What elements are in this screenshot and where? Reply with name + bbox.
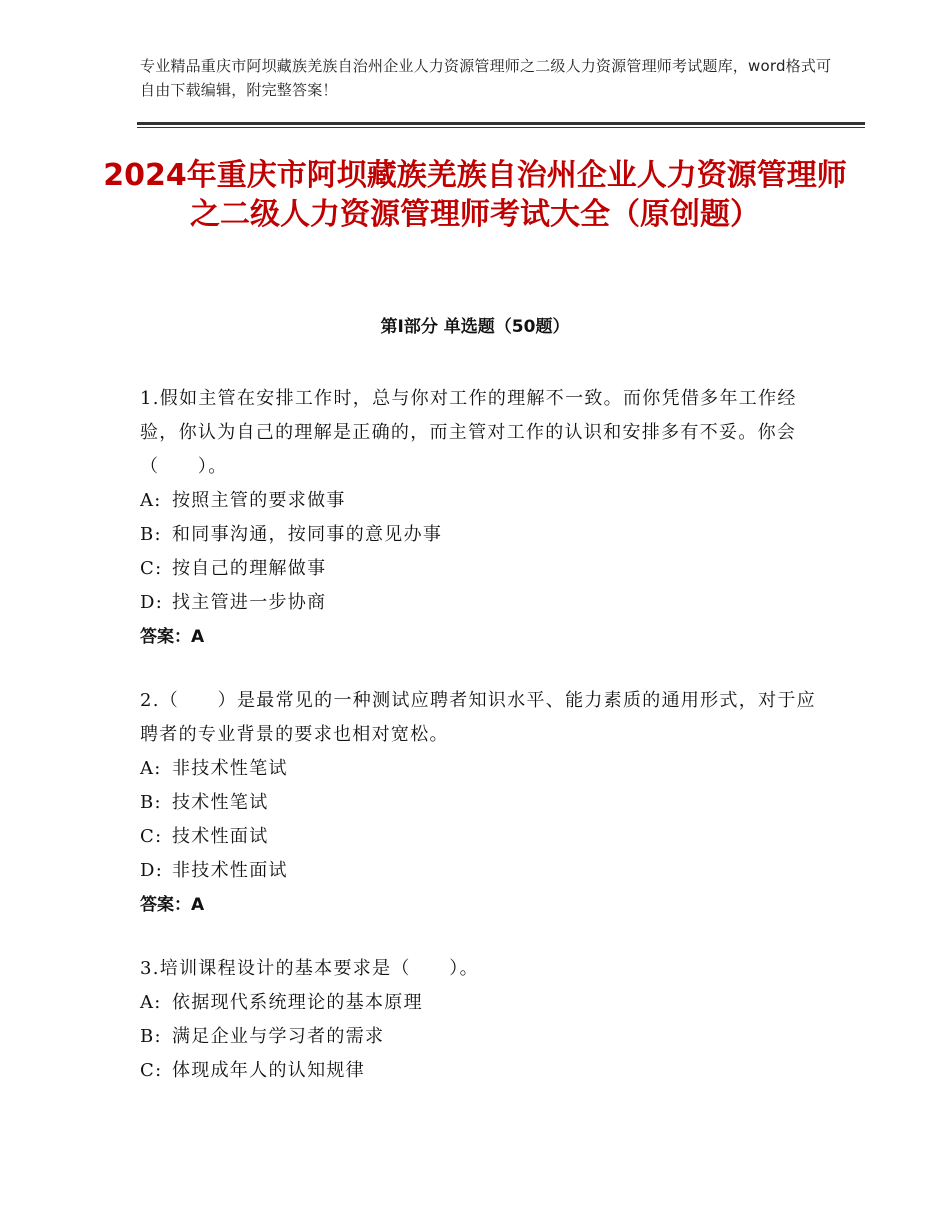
option-text: 技术性笔试 bbox=[172, 792, 269, 813]
option-text: 按自己的理解做事 bbox=[172, 558, 327, 579]
question-option bbox=[140, 518, 820, 552]
option-text: 和同事沟通，按同事的意见办事 bbox=[172, 524, 443, 545]
option-text: 非技术性面试 bbox=[172, 860, 288, 881]
option-letter: D: bbox=[140, 592, 164, 613]
header-rule-thick bbox=[137, 122, 865, 125]
question-option bbox=[140, 820, 820, 854]
option-text: 依据现代系统理论的基本原理 bbox=[172, 992, 423, 1013]
option-letter: A: bbox=[140, 992, 162, 1013]
document-title: 2024年重庆市阿坝藏族羌族自治州企业人力资源管理师之二级人力资源管理师考试大全（原创题） bbox=[103, 158, 847, 232]
question-stem: 1.假如主管在安排工作时，总与你对工作的理解不一致。而你凭借多年工作经验，你认为自己的理解是正确的，而主管对工作的认识和安排多有不妥。你会（ ）。 bbox=[140, 388, 797, 477]
header-rule-thin bbox=[137, 127, 865, 128]
option-letter: A: bbox=[140, 758, 162, 779]
section-title: 第Ⅰ部分 单选题（50题） bbox=[380, 317, 570, 337]
option-text: 满足企业与学习者的需求 bbox=[172, 1026, 385, 1047]
option-text: 找主管进一步协商 bbox=[172, 592, 327, 613]
option-text: 技术性面试 bbox=[172, 826, 269, 847]
question-2 bbox=[140, 684, 820, 922]
question-stem: 2.（ ）是最常见的一种测试应聘者知识水平、能力素质的通用形式，对于应聘者的专业背景的要求也相对宽松。 bbox=[140, 690, 816, 745]
question-option bbox=[140, 484, 820, 518]
option-text: 按照主管的要求做事 bbox=[172, 490, 346, 511]
option-letter: D: bbox=[140, 860, 164, 881]
option-letter: B: bbox=[140, 1026, 162, 1047]
header-note: 专业精品重庆市阿坝藏族羌族自治州企业人力资源管理师之二级人力资源管理师考试题库，word格式可自由下载编辑，附完整答案！ bbox=[140, 57, 832, 99]
option-letter: C: bbox=[140, 1060, 163, 1081]
question-list bbox=[140, 382, 820, 1118]
option-letter: B: bbox=[140, 524, 162, 545]
question-answer: 答案：A bbox=[140, 627, 205, 647]
question-option bbox=[140, 786, 820, 820]
question-3 bbox=[140, 952, 820, 1088]
question-option bbox=[140, 552, 820, 586]
question-stem: 3.培训课程设计的基本要求是（ ）。 bbox=[140, 958, 479, 979]
option-text: 体现成年人的认知规律 bbox=[172, 1060, 365, 1081]
question-answer: 答案：A bbox=[140, 895, 205, 915]
option-letter: C: bbox=[140, 558, 163, 579]
option-letter: C: bbox=[140, 826, 163, 847]
question-option bbox=[140, 854, 820, 888]
option-letter: B: bbox=[140, 792, 162, 813]
option-letter: A: bbox=[140, 490, 162, 511]
question-option bbox=[140, 1054, 820, 1088]
question-option bbox=[140, 1020, 820, 1054]
question-option bbox=[140, 986, 820, 1020]
option-text: 非技术性笔试 bbox=[172, 758, 288, 779]
question-option bbox=[140, 752, 820, 786]
question-1 bbox=[140, 382, 820, 654]
question-option bbox=[140, 586, 820, 620]
